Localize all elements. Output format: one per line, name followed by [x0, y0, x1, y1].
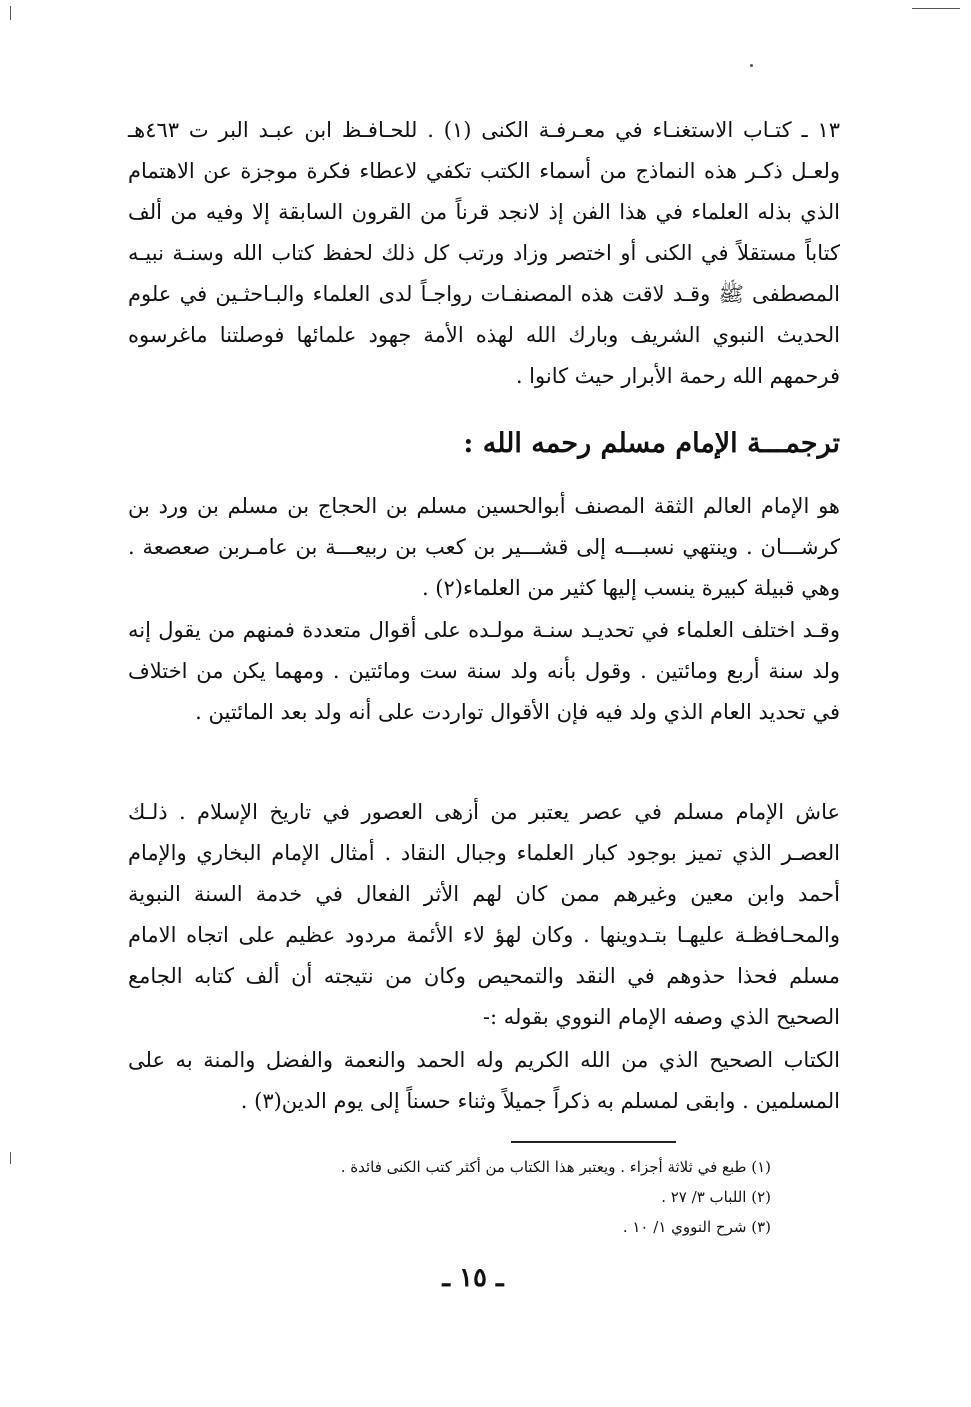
footnote-item: (١) طبع في ثلاثة أجزاء . ويعتبر هذا الكتاب من أكثر كتب الكنى فائدة .: [340, 1158, 771, 1176]
scan-mark-top-left: [10, 6, 11, 20]
scan-mark-top-right: [912, 8, 960, 9]
scan-mark-left-edge: [10, 1152, 11, 1164]
section-heading: ترجمـــة الإمام مسلم رحمه الله :: [463, 428, 840, 459]
footnote-separator: [511, 1141, 676, 1143]
paragraph-lineage: هو الإمام العالم الثقة المصنف أبوالحسين مسلم بن الحجاج بن مسلم بن ورد بن كرشـــان . وينتهي نسبـــه إلى قشـــير بن كعب بن ربيعـــة بن عامـربن صعصعة . وهي قبيلة كبيرة ينسب إليها كثير من العلماء(٢) .: [128, 494, 840, 600]
paragraph-nawawi-quote: الكتاب الصحيح الذي من الله الكريم وله الحمد والنعمة والفضل والمنة به على المسلمين . وابقى لمسلم به ذكراً جميلاً وثناء حسناً إلى يوم الدين(٣) .: [128, 1048, 840, 1113]
scan-mark-dot: [750, 64, 753, 67]
footnotes: [341, 1152, 771, 1242]
paragraph-birth-year: وقـد اختلف العلماء في تحديـد سنـة مولـده على أقوال متعددة فمنهم من يقول إنه ولد سنة أربع ومائتين . وقول بأنه ولد سنة ست ومائتين . ومهما يكن من اختلاف في تحديد العام الذي ولد فيه فإن الأقوال تواردت على أنه ولد بعد المائتين .: [128, 618, 840, 724]
paragraph-era: عاش الإمام مسلم في عصر يعتبر من أزهى العصور في تاريخ الإسلام . ذلـك العصـر الذي تميز بوجود كبار العلماء وجبال النقاد . أمثال الإمام البخاري والإمام أحمد وابن معين وغيرهم ممن كان لهم الأثر الفعال في خدمة السنة النبوية والمحـافظـة عليهـا بتـدوينها . وكان لهؤ لاء الأئمة مردود عظيم على اتجاه الامام مسلم فحذا حذوهم في النقد والتمحيص وكان من نتيجته أن ألف كتابه الجامع الصحيح الذي وصفه الإمام النووي بقوله :-: [128, 800, 840, 1029]
footnote-item: (٢) اللباب ٣/ ٢٧ .: [661, 1188, 771, 1206]
paragraph-kuna-books: ١٣ ـ كتـاب الاستغنـاء في معـرفـة الكنى (١) . للحـافـظ ابن عبـد البر ت ٤٦٣هـ ولعـل ذكـر هذه النماذج من أسماء الكتب تكفي لاعطاء فكرة موجزة عن الاهتمام الذي بذله العلماء في هذا الفن إذ لانجد قرناً من القرون السابقة إلا وفيه من ألف كتاباً مستقلاً في الكنى أو اختصر وزاد ورتب كل ذلك لحفظ كتاب الله وسنـة نبيـه المصطفى ﷺ وقـد لاقت هذه المصنفـات رواجـاً لدى العلماء والبـاحثـين في علوم الحديث النبوي الشريف وبارك الله لهذه الأمة جهود علمائها فوصلتنا ماغرسوه فرحمهم الله رحمة الأبرار حيث كانوا .: [128, 118, 840, 388]
footnote-item: (٣) شرح النووي ١/ ١٠ .: [622, 1218, 771, 1236]
page-number: ـ ١٥ ـ: [442, 1263, 504, 1293]
